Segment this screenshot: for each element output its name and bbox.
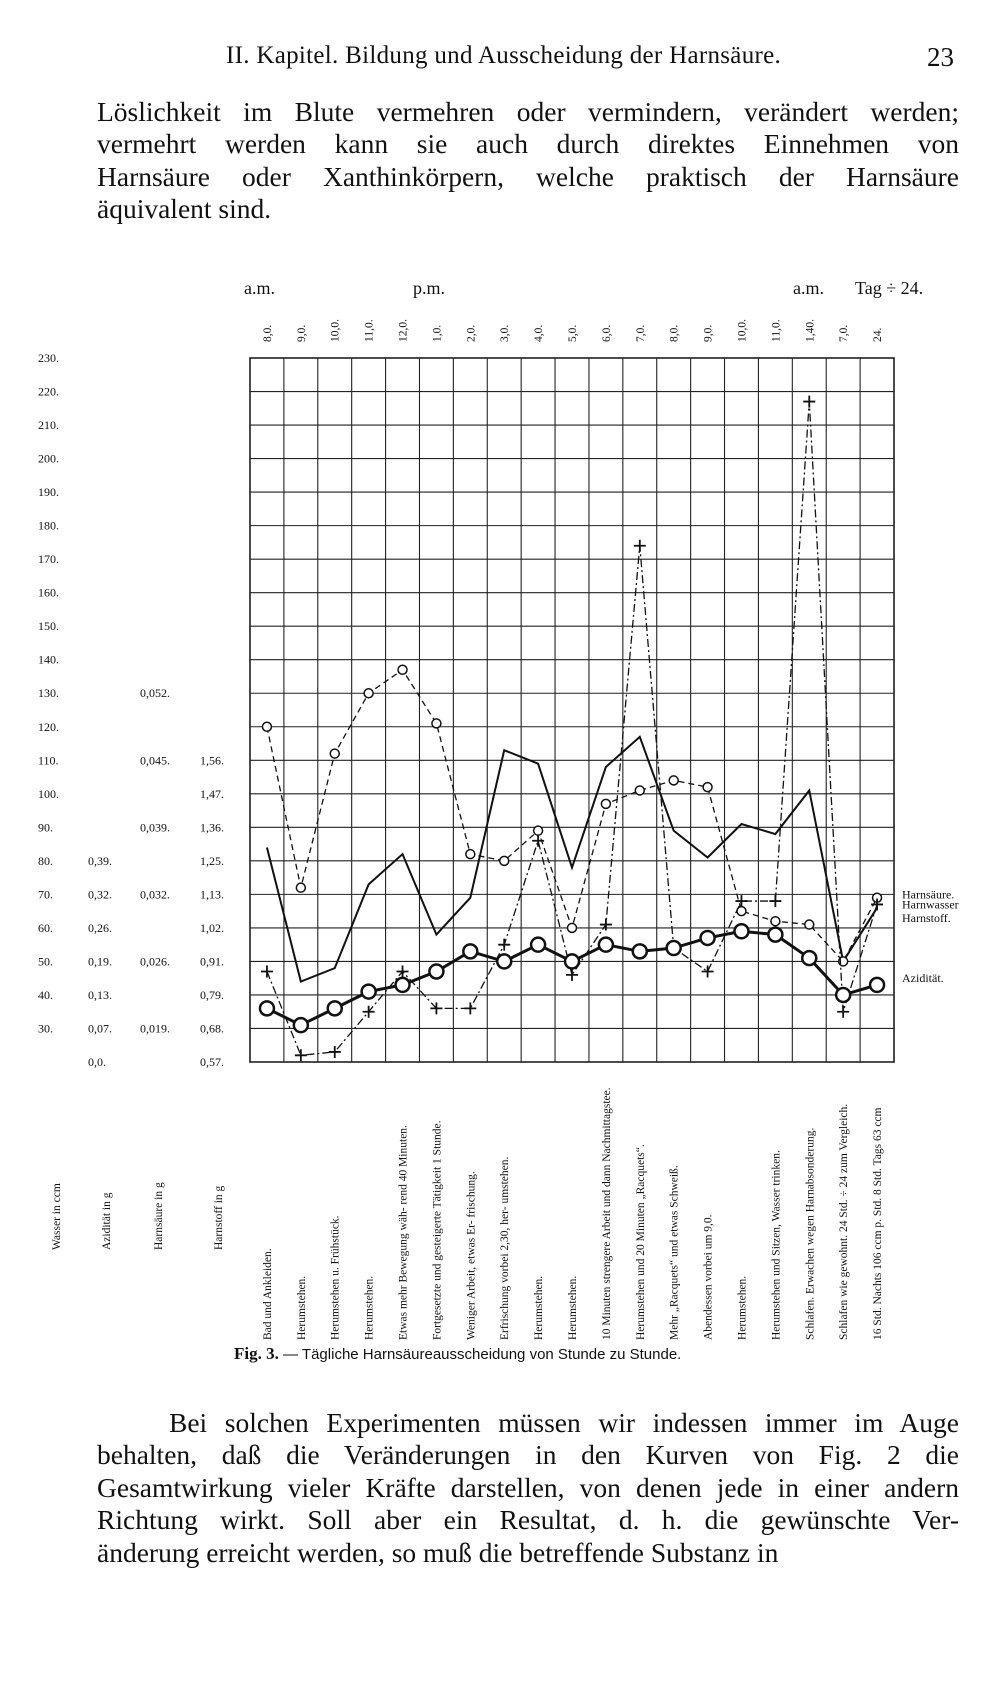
data-point-circle (534, 826, 543, 835)
hour-label: 9,0. (702, 324, 715, 342)
data-point-cross (295, 1049, 307, 1061)
hour-label: 6,0. (600, 324, 613, 342)
data-point-circle (870, 978, 884, 992)
activity-annotation: Weniger Arbeit, etwas Er- frischung. (465, 1171, 478, 1340)
urea-axis-tick: 1,56. (200, 753, 224, 768)
data-point-circle (466, 850, 475, 859)
data-point-circle (635, 786, 644, 795)
data-point-circle (669, 776, 678, 785)
data-point-circle (296, 883, 305, 892)
hour-label: 3,0. (499, 324, 512, 342)
data-point-circle (432, 719, 441, 728)
figure-3 (0, 250, 1000, 1370)
water-axis-tick: 60. (38, 920, 53, 935)
urea-axis-tick: 0,57. (200, 1055, 224, 1069)
water-axis-tick: 50. (38, 954, 53, 969)
data-point-circle (836, 988, 850, 1002)
data-point-circle (500, 856, 509, 865)
water-axis-tick: 190. (38, 485, 59, 500)
water-axis-tick: 200. (38, 451, 59, 466)
water-axis-tick: 160. (38, 585, 59, 600)
top-paragraph (97, 96, 959, 226)
activity-annotation: Mehr „Racquets“ und etwas Schweiß. (668, 1165, 681, 1340)
activity-annotation: Herumstehen. (533, 1275, 546, 1340)
hour-label: 11,0. (770, 319, 783, 342)
acidity-axis-tick: 0,32. (88, 887, 112, 902)
data-point-circle (667, 941, 681, 955)
acidity-axis-tick: 0,0. (88, 1055, 106, 1069)
water-axis-tick: 220. (38, 384, 59, 399)
uric-acid-axis-tick: 0,026. (140, 954, 170, 969)
axis-label: Harnsäure in g (153, 1182, 165, 1250)
time-of-day-label: a.m. (793, 278, 824, 298)
series-line (267, 670, 877, 962)
activity-annotation: Schlafen wie gewohnt. 24 Std. ÷ 24 zum Vergleich. (838, 1103, 851, 1340)
data-point-circle (262, 722, 271, 731)
acidity-axis-tick: 0,26. (88, 920, 112, 935)
data-point-cross (634, 540, 646, 552)
urea-axis-tick: 0,79. (200, 987, 224, 1002)
data-point-cross (498, 939, 510, 951)
data-point-circle (565, 954, 579, 968)
activity-annotation: Erfrischung vorbei 2,30, her- umstehen. (499, 1156, 512, 1340)
text-line: Bei solchen Experimenten müssen wir indessen immer im Auge (169, 1407, 959, 1438)
activity-annotation: Etwas mehr Bewegung wäh- rend 40 Minuten. (397, 1125, 410, 1340)
data-point-circle (734, 924, 748, 938)
water-axis-tick: 170. (38, 552, 59, 567)
data-point-circle (330, 749, 339, 758)
data-point-cross (566, 969, 578, 981)
urea-axis-tick: 1,02. (200, 920, 224, 935)
text-line: behalten, daß die Veränderungen in den Kurven von Fig. 2 die (97, 1439, 959, 1471)
uric-acid-chart (0, 250, 1000, 1340)
hour-label: 24. (872, 327, 885, 342)
data-point-cross (803, 396, 815, 408)
data-point-circle (568, 923, 577, 932)
hour-label: 10,0. (736, 319, 749, 342)
data-point-circle (601, 799, 610, 808)
data-point-circle (328, 1001, 342, 1015)
data-point-circle (364, 689, 373, 698)
uric-acid-axis-tick: 0,032. (140, 887, 170, 902)
activity-annotation: Bad und Ankleiden. (261, 1248, 274, 1340)
data-point-circle (805, 920, 814, 929)
data-point-circle (768, 928, 782, 942)
data-point-cross (464, 1002, 476, 1014)
uric-acid-axis-tick: 0,045. (140, 753, 170, 768)
hour-label: 4,0. (533, 324, 546, 342)
hour-label: 9,0. (295, 324, 308, 342)
water-axis-tick: 230. (38, 351, 59, 365)
activity-annotation: Schlafen. Erwachen wegen Harnabsonderung. (804, 1127, 817, 1340)
hour-label: 1,0. (431, 324, 444, 342)
water-axis-tick: 150. (38, 619, 59, 634)
water-axis-tick: 180. (38, 518, 59, 533)
axis-label: Harnstoff in g (213, 1185, 225, 1250)
data-point-cross (600, 919, 612, 931)
activity-annotation: Herumstehen. (295, 1275, 308, 1340)
hour-label: 8,0. (261, 324, 274, 342)
time-of-day-label: a.m. (244, 278, 275, 298)
water-axis-tick: 100. (38, 786, 59, 801)
activity-annotation: Herumstehen u. Frühstück. (329, 1215, 342, 1340)
activity-annotation: 10 Minuten strengere Arbeit und dann Nachmittagstee. (600, 1087, 613, 1340)
page-header (0, 40, 1000, 80)
text-line: änderung erreicht werden, so muß die betreffende Substanz in (97, 1536, 779, 1568)
acidity-axis-tick: 0,13. (88, 987, 112, 1002)
caption-text: — Tägliche Harnsäureausscheidung von Stunde zu Stunde. (283, 1346, 682, 1363)
urea-axis-tick: 1,13. (200, 887, 224, 902)
text-line: äquivalent sind. (97, 193, 272, 225)
data-point-circle (703, 783, 712, 792)
legend-label: Azidität. (902, 971, 944, 986)
acidity-axis-tick: 0,19. (88, 954, 112, 969)
axis-label: Wasser in ccm (51, 1183, 63, 1250)
figure-caption (234, 1344, 681, 1364)
data-point-cross (837, 1006, 849, 1018)
legend-label: Harnsäure. (902, 887, 955, 902)
acidity-axis-tick: 0,07. (88, 1021, 112, 1036)
data-point-circle (531, 938, 545, 952)
activity-annotation: Herumstehen und Sitzen, Wasser trinken. (770, 1150, 783, 1340)
activity-annotation: Herumstehen. (363, 1275, 376, 1340)
urea-axis-tick: 0,68. (200, 1021, 224, 1036)
hour-label: 10,0. (329, 319, 342, 342)
activity-annotation: Abendessen vorbei um 9,0. (702, 1214, 715, 1340)
urea-axis-tick: 0,91. (200, 954, 224, 969)
bottom-paragraph (97, 1407, 959, 1569)
activity-annotation: Herumstehen. (567, 1275, 579, 1340)
hour-label: 1,40. (804, 319, 817, 342)
data-point-circle (497, 954, 511, 968)
acidity-axis-tick: 0,39. (88, 853, 112, 868)
data-point-circle (802, 951, 816, 965)
uric-acid-axis-tick: 0,052. (140, 686, 170, 701)
data-point-cross (702, 965, 714, 977)
running-title: II. Kapitel. Bildung und Ausscheidung der Harnsäure. (226, 42, 782, 69)
axis-label: Azidität in g (101, 1192, 113, 1250)
uric-acid-axis-tick: 0,019. (140, 1021, 170, 1036)
water-axis-tick: 70. (38, 887, 53, 902)
urea-axis-tick: 1,47. (200, 786, 224, 801)
urea-axis-tick: 1,36. (200, 820, 224, 835)
data-point-circle (701, 931, 715, 945)
legend-label: Harnwasser (902, 897, 959, 912)
water-axis-tick: 30. (38, 1021, 53, 1036)
text-line: Gesamtwirkung vieler Kräfte darstellen, von denen jede in einer andern (97, 1471, 959, 1503)
hour-label: 7,0. (634, 324, 647, 342)
water-axis-tick: 120. (38, 719, 59, 734)
data-point-circle (294, 1018, 308, 1032)
text-line: Richtung wirkt. Soll aber ein Resultat, d. h. die gewünschte Ver- (97, 1504, 959, 1536)
hour-label: 8,0. (668, 324, 681, 342)
activity-annotation: 16 Std. Nachts 106 ccm p. Std. 8 Std. Tags 63 ccm (872, 1107, 885, 1340)
series-line (267, 737, 877, 982)
activity-annotation: Herumstehen und 20 Minuten „Racquets“. (634, 1144, 647, 1340)
activity-annotation: Fortgesetzte und gesteigerte Tätigkeit 1 Stunde. (431, 1120, 444, 1340)
hour-label: 12,0. (397, 319, 410, 342)
hour-label: 2,0. (465, 324, 478, 342)
water-axis-tick: 140. (38, 652, 59, 667)
hour-label: 5,0. (567, 324, 579, 342)
data-point-circle (771, 917, 780, 926)
hour-label: 11,0. (363, 319, 376, 342)
data-point-circle (429, 964, 443, 978)
uric-acid-axis-tick: 0,039. (140, 820, 170, 835)
page-number: 23 (927, 42, 954, 72)
legend-label: Harnstoff. (902, 910, 951, 925)
data-point-circle (396, 978, 410, 992)
data-point-cross (769, 895, 781, 907)
urea-axis-tick: 1,25. (200, 853, 224, 868)
data-point-circle (599, 938, 613, 952)
time-of-day-label: Tag ÷ 24. (855, 278, 924, 298)
data-point-cross (261, 965, 273, 977)
data-point-circle (260, 1001, 274, 1015)
activity-annotation: Herumstehen. (736, 1275, 749, 1340)
water-axis-tick: 40. (38, 987, 53, 1002)
data-point-cross (532, 835, 544, 847)
water-axis-tick: 90. (38, 820, 53, 835)
data-point-circle (633, 944, 647, 958)
water-axis-tick: 110. (38, 753, 59, 768)
hour-label: 7,0. (838, 324, 851, 342)
data-point-circle (398, 665, 407, 674)
time-of-day-label: p.m. (413, 278, 446, 298)
data-point-circle (362, 985, 376, 999)
data-point-circle (463, 944, 477, 958)
text-line: vermehrt werden kann sie auch durch direktes Einnehmen von (97, 128, 959, 160)
figure-label: Fig. 3. (234, 1344, 279, 1363)
text-line: Löslichkeit im Blute vermehren oder vermindern, verändert werden; (97, 96, 959, 127)
text-line: Harnsäure oder Xanthinkörpern, welche praktisch der Harnsäure (97, 160, 959, 192)
water-axis-tick: 80. (38, 853, 53, 868)
water-axis-tick: 210. (38, 418, 59, 433)
water-axis-tick: 130. (38, 686, 59, 701)
